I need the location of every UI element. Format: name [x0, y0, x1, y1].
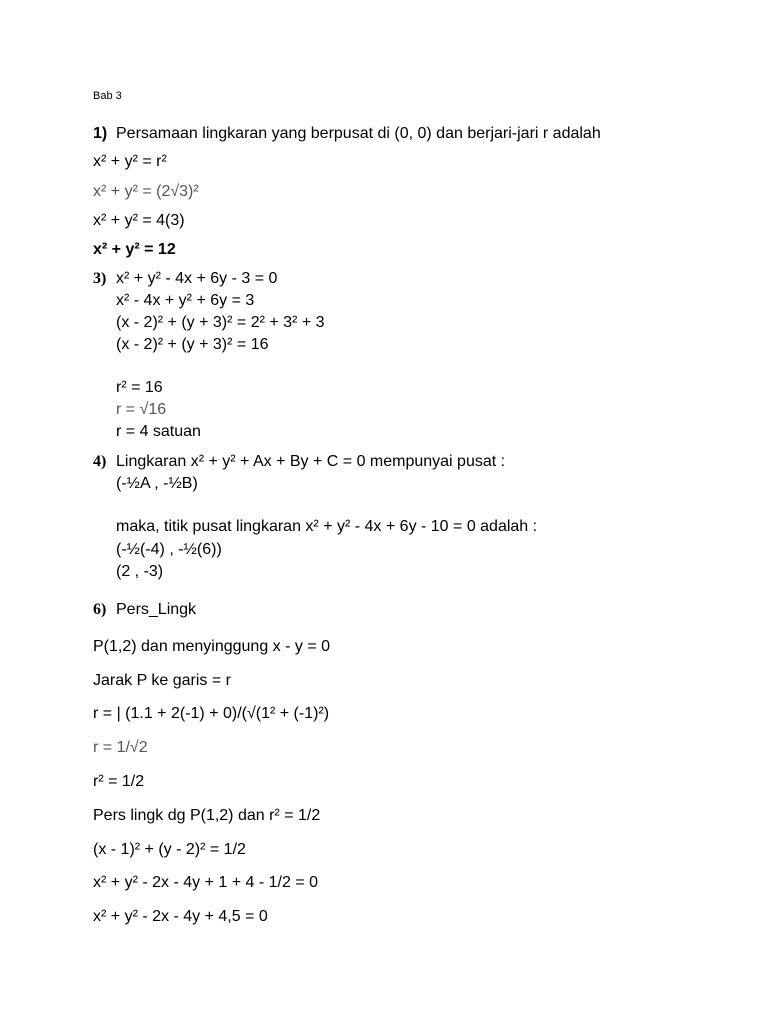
question-6-number: 6) [93, 601, 107, 618]
question-1-number: 1) [93, 125, 108, 142]
q6-line-4: r = 1/√2 [93, 739, 148, 756]
question-3-number: 3) [93, 270, 107, 287]
q4-line-3: maka, titik pusat lingkaran x² + y² - 4x + 6y - 10 = 0 adalah : [116, 518, 538, 535]
question-6-title: Pers_Lingk [116, 601, 197, 618]
chapter-header: Bab 3 [93, 90, 122, 102]
q6-line-1: P(1,2) dan menyinggung x - y = 0 [93, 638, 331, 655]
q6-line-2: Jarak P ke garis = r [93, 672, 231, 689]
q3-line-3: (x - 2)² + (y + 3)² = 2² + 3² + 3 [116, 314, 325, 331]
q6-line-6: Pers lingk dg P(1,2) dan r² = 1/2 [93, 807, 321, 824]
q1-answer: x² + y² = 12 [93, 241, 176, 258]
q4-line-4: (-½(-4) , -½(6)) [116, 541, 222, 558]
q3-line-5: r² = 16 [116, 379, 163, 396]
question-4-number: 4) [93, 453, 107, 470]
q1-line-3: x² + y² = 4(3) [93, 212, 185, 229]
q6-line-8: x² + y² - 2x - 4y + 1 + 4 - 1/2 = 0 [93, 874, 318, 891]
q6-line-3: r = | (1.1 + 2(-1) + 0)/(√(1² + (-1)²) [93, 705, 330, 722]
q3-line-6: r = √16 [116, 401, 167, 418]
q1-line-1: x² + y² = r² [93, 153, 167, 170]
q3-line-2: x² - 4x + y² + 6y = 3 [116, 292, 255, 309]
q3-line-4: (x - 2)² + (y + 3)² = 16 [116, 336, 269, 353]
question-1-title: Persamaan lingkaran yang berpusat di (0, 0) dan berjari-jari r adalah [116, 125, 601, 142]
q6-line-5: r² = 1/2 [93, 773, 145, 790]
q1-line-2: x² + y² = (2√3)² [93, 183, 199, 200]
q3-answer: r = 4 satuan [116, 423, 201, 440]
q3-line-1: x² + y² - 4x + 6y - 3 = 0 [116, 270, 278, 287]
q4-line-2: (-½A , -½B) [116, 475, 198, 492]
q6-line-7: (x - 1)² + (y - 2)² = 1/2 [93, 841, 246, 858]
q4-line-1: Lingkaran x² + y² + Ax + By + C = 0 mempunyai pusat : [116, 453, 506, 470]
q4-answer: (2 , -3) [116, 563, 164, 580]
q6-answer: x² + y² - 2x - 4y + 4,5 = 0 [93, 908, 268, 925]
